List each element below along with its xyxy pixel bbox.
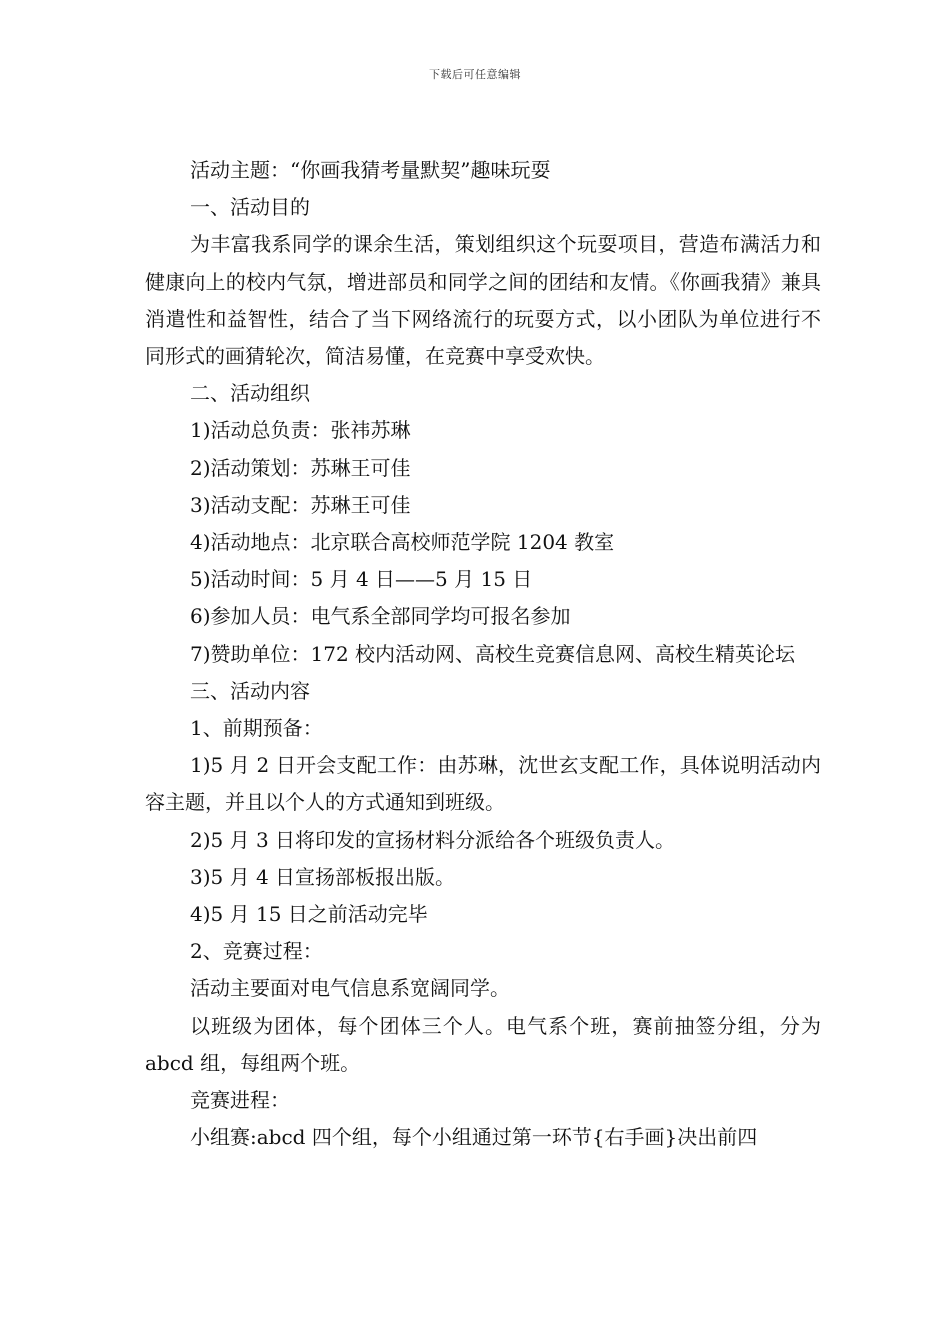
prep-item-2: 2)5 月 3 日将印发的宣扬材料分派给各个班级负责人。 bbox=[190, 827, 676, 852]
activity-theme: 活动主题：“你画我猜考量默契”趣味玩耍 bbox=[190, 158, 551, 182]
org-item-sponsors: 7)赞助单位：172 校内活动网、高校生竞赛信息网、高校生精英论坛 bbox=[190, 641, 796, 666]
org-item-arrangement: 3)活动支配：苏琳王可佳 bbox=[190, 492, 411, 517]
org-item-lead: 1)活动总负责：张祎苏琳 bbox=[190, 418, 411, 443]
prep-item-1: 1)5 月 2 日开会支配工作：由苏琳，沈世玄支配工作，具体说明活动内容主题，并且以个人的方式通知到班级。 bbox=[145, 753, 821, 815]
competition-groups: 以班级为团体，每个团体三个人。电气系个班，赛前抽签分组，分为 abcd 组，每组两个班。 bbox=[145, 1013, 821, 1075]
subheading-preparation: 1、前期预备： bbox=[190, 716, 323, 741]
prep-item-3: 3)5 月 4 日宣扬部板报出版。 bbox=[190, 864, 456, 889]
purpose-paragraph: 为丰富我系同学的课余生活，策划组织这个玩耍项目，营造布满活力和健康向上的校内气氛，增进部员和同学之间的团结和友情。《你画我猜》兼具消遣性和益智性，结合了当下网络流行的玩耍方式，以小团队为单位进行不同形式的画猜轮次，简洁易懂，在竞赛中享受欢快。 bbox=[145, 232, 821, 369]
section-heading-content: 三、活动内容 bbox=[190, 678, 310, 703]
competition-audience: 活动主要面对电气信息系宽阔同学。 bbox=[190, 976, 510, 1001]
section-heading-purpose: 一、活动目的 bbox=[190, 195, 310, 220]
competition-progress-heading: 竞赛进程： bbox=[190, 1088, 290, 1113]
org-item-time: 5)活动时间：5 月 4 日——5 月 15 日 bbox=[190, 567, 533, 592]
prep-item-4: 4)5 月 15 日之前活动完毕 bbox=[190, 902, 428, 927]
org-item-planning: 2)活动策划：苏琳王可佳 bbox=[190, 455, 411, 480]
document-body bbox=[145, 152, 821, 1156]
subheading-competition: 2、竞赛过程： bbox=[190, 939, 323, 964]
page-header-note: 下载后可任意编辑 bbox=[429, 68, 521, 81]
section-heading-organization: 二、活动组织 bbox=[190, 381, 310, 406]
org-item-location: 4)活动地点：北京联合高校师范学院 1204 教室 bbox=[190, 530, 615, 555]
group-stage-text: 小组赛:abcd 四个组，每个小组通过第一环节{右手画}决出前四 bbox=[190, 1125, 758, 1150]
org-item-participants: 6)参加人员：电气系全部同学均可报名参加 bbox=[190, 604, 571, 629]
